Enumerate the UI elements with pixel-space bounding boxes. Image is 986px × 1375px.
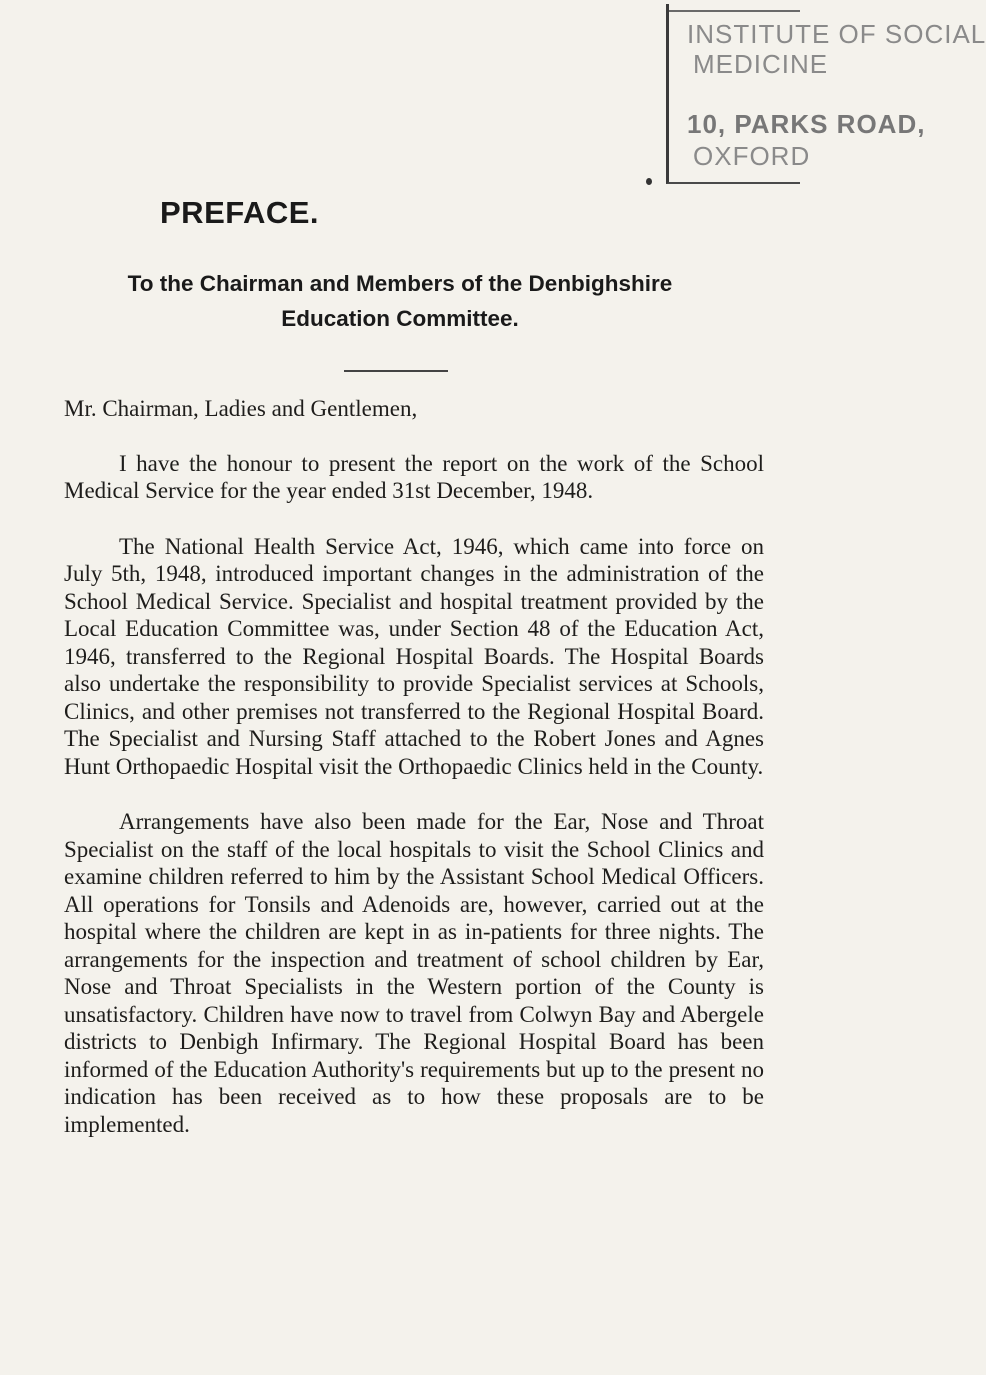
library-stamp	[666, 4, 986, 184]
stamp-line-address: 10, PARKS ROAD,	[687, 109, 926, 139]
preface-body	[64, 395, 764, 1166]
address-line-1: To the Chairman and Members of the Denbighshire	[127, 271, 673, 296]
stamp-line-medicine: MEDICINE	[693, 49, 829, 79]
paragraph-ent-arrangements: Arrangements have also been made for the Ear, Nose and Throat Specialist on the staff of the local hospitals to visit the School Clinics and examine children referred to him by the Assistant School Medical Officers. All operations for Tonsils and Adenoids are, however, carried out at the hospital where the children are kept in as in-patients for three nights. The arrangements for the inspection and treatment of school children by Ear, Nose and Throat Specialists in the Western portion of the County is unsatisfactory. Children have now to travel from Colwyn Bay and Abergele districts to Denbigh Infirmary. The Regional Hospital Board has been informed of the Education Authority's requirements but up to the present no indication has been received as to how these proposals are to be implemented.	[64, 809, 764, 1137]
ink-dot	[646, 178, 652, 185]
address-line-2: Education Committee.	[281, 306, 519, 331]
stamp-line-institute: INSTITUTE OF SOCIAL	[687, 19, 986, 49]
page-title: PREFACE.	[160, 195, 320, 230]
section-divider	[344, 370, 448, 372]
paragraph-nhs-act: The National Health Service Act, 1946, which came into force on July 5th, 1948, introduced important changes in the administration of the School Medical Service. Specialist and hospital treatment provided by the Local Education Committee was, under Section 48 of the Education Act, 1946, transferred to the Regional Hospital Boards. The Hospital Boards also undertake the responsibility to provide Specialist services at Schools, Clinics, and other premises not transferred to the Regional Hospital Board. The Specialist and Nursing Staff attached to the Robert Jones and Agnes Hunt Orthopaedic Hospital visit the Orthopaedic Clinics held in the County.	[64, 533, 764, 779]
address-heading	[0, 266, 800, 336]
salutation: Mr. Chairman, Ladies and Gentlemen,	[64, 396, 418, 421]
paragraph-intro: I have the honour to present the report on the work of the School Medical Service for the year ended 31st December, 1948.	[64, 450, 764, 503]
stamp-line-city: OXFORD	[693, 141, 811, 171]
stamp-top-rule	[669, 10, 800, 12]
